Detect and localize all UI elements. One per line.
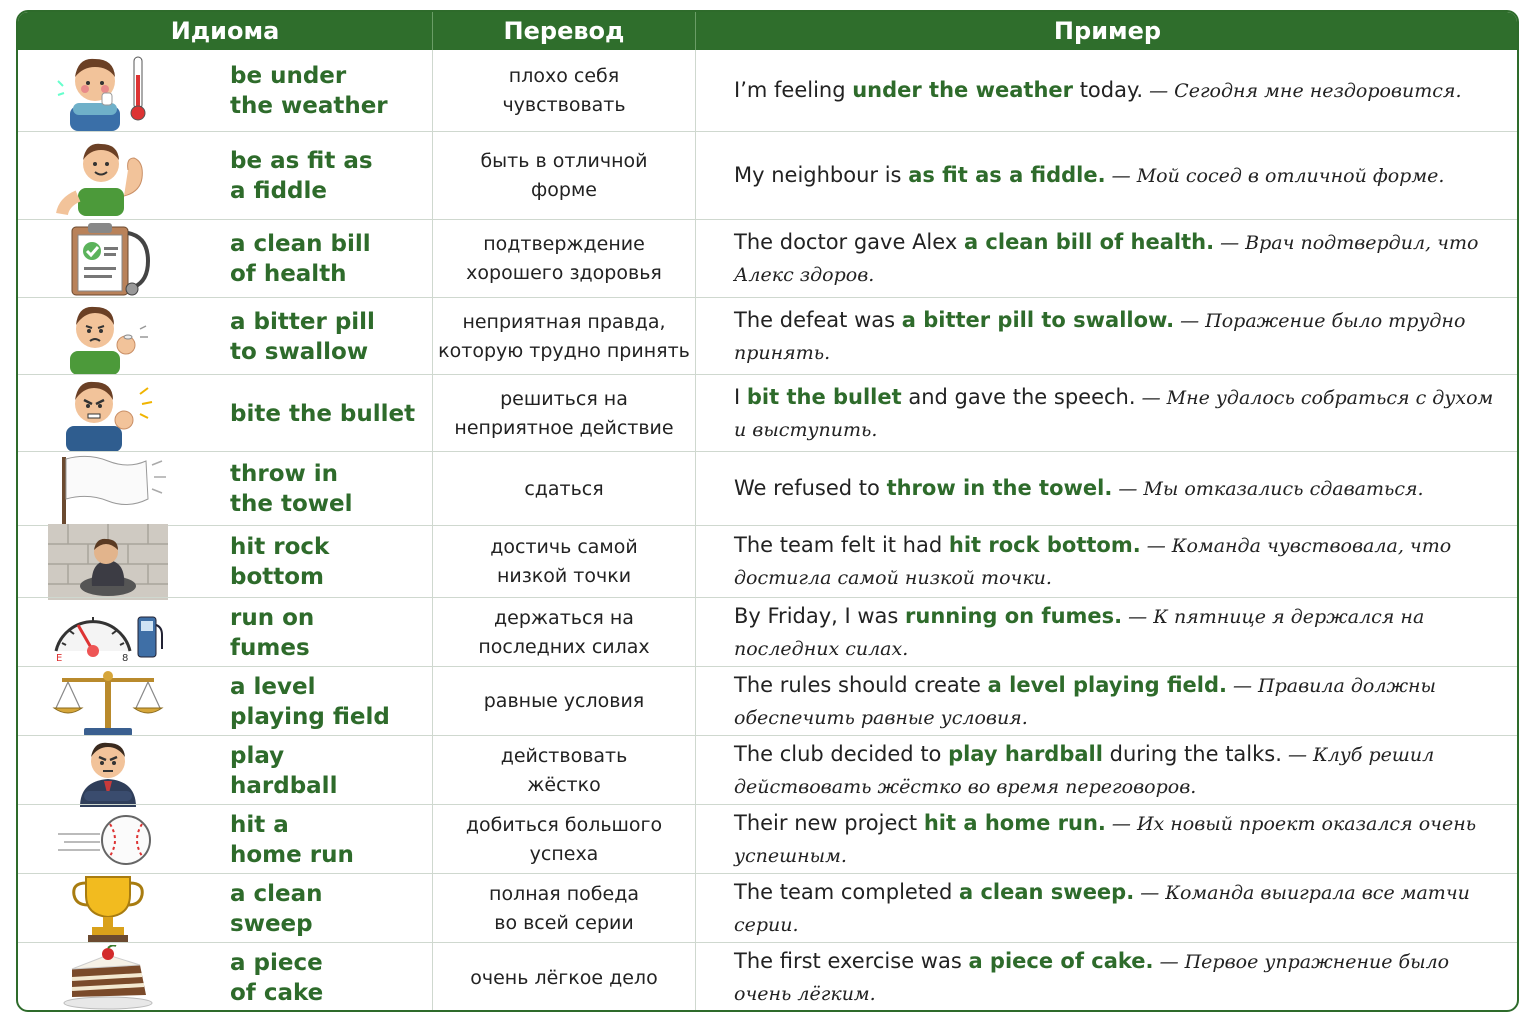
table-row — [18, 873, 1517, 942]
fuel-gauge-pump-icon — [48, 598, 168, 667]
idiom-cell — [230, 132, 430, 220]
idiom-text: a bitter pill to swallow — [230, 308, 375, 365]
example-cell — [734, 943, 1494, 1012]
example-text-end: and gave the speech. — [901, 384, 1136, 409]
example-russian: — Правила должны обеспечить равные условия. — [734, 674, 1437, 729]
translation-cell — [432, 943, 696, 1012]
example-cell — [734, 736, 1494, 805]
example-idiom-highlight: hit rock bottom. — [948, 533, 1141, 557]
example-cell — [734, 452, 1494, 526]
idiom-cell — [230, 526, 430, 598]
example-cell — [734, 220, 1494, 298]
translation-cell — [432, 298, 696, 375]
idiom-cell — [230, 298, 430, 375]
idiom-text: a piece of cake — [230, 950, 324, 1006]
example-text: I’m feeling — [734, 77, 853, 102]
idiom-cell — [230, 220, 430, 298]
header-idiom: Идиома — [170, 17, 280, 45]
example-russian: — Команда чувствовала, что достигла самой низкой точки. — [734, 535, 1452, 589]
table-row — [18, 131, 1517, 219]
example-text: The team felt it had — [734, 533, 949, 557]
example-sentence — [734, 670, 1494, 734]
example-russian: — Сегодня мне нездоровится. — [1143, 79, 1462, 102]
example-text-end: today. — [1073, 77, 1144, 102]
idiom-cell — [230, 452, 430, 526]
example-text: The club decided to — [734, 741, 949, 766]
example-russian: — Первое упражнение было очень лёгким. — [734, 951, 1450, 1005]
idiom-cell — [230, 874, 430, 943]
translation-text: держаться на последних силах — [478, 606, 650, 658]
translation-cell — [432, 375, 696, 452]
table-row — [18, 942, 1517, 1012]
idiom-text: play hardball — [230, 742, 338, 799]
example-idiom-highlight: a bitter pill to swallow. — [901, 307, 1175, 332]
example-text: We refused to — [734, 476, 887, 500]
example-cell — [734, 298, 1494, 375]
table-header — [18, 12, 1517, 50]
idiom-cell — [230, 598, 430, 667]
table-row — [18, 297, 1517, 374]
trophy-icon — [48, 874, 168, 943]
example-cell — [734, 375, 1494, 452]
idiom-text: throw in the towel — [230, 461, 353, 517]
translation-text: добиться большого успеха — [465, 813, 663, 865]
idiom-text: a level playing field — [230, 673, 390, 730]
example-text-end: during the talks. — [1102, 741, 1282, 766]
table-row — [18, 804, 1517, 873]
table-row — [18, 451, 1517, 525]
table-row — [18, 50, 1517, 131]
example-idiom-highlight: as fit as a fiddle. — [908, 163, 1106, 187]
baseball-icon — [48, 805, 168, 874]
example-cell — [734, 598, 1494, 667]
example-text: The first exercise was — [734, 949, 969, 973]
table-row — [18, 525, 1517, 597]
white-flag-icon — [48, 452, 168, 526]
idiom-text: be under the weather — [230, 62, 388, 119]
example-cell — [734, 874, 1494, 943]
translation-cell — [432, 667, 696, 736]
flexing-man-icon — [48, 132, 168, 220]
balance-scale-icon — [48, 667, 168, 736]
idiom-text: a clean sweep — [230, 880, 323, 937]
example-cell — [734, 50, 1494, 131]
example-russian: — Мне удалось собраться с духом и выступить. — [734, 386, 1494, 441]
header-translation: Перевод — [503, 17, 625, 45]
idiom-text: be as fit as a fiddle — [230, 148, 373, 204]
translation-text: действовать жёстко — [500, 744, 628, 796]
sick-person-thermometer-icon — [48, 50, 168, 131]
example-sentence — [734, 160, 1444, 192]
translation-text: сдаться — [524, 477, 604, 500]
translation-text: решиться на неприятное действие — [454, 387, 674, 439]
idiom-cell — [230, 375, 430, 452]
example-russian: — Поражение было трудно принять. — [734, 309, 1466, 364]
translation-cell — [432, 220, 696, 298]
example-cell — [734, 526, 1494, 598]
example-text: I — [734, 384, 747, 409]
translation-text: неприятная правда, которую трудно принять — [438, 310, 690, 362]
table-row — [18, 666, 1517, 735]
translation-text: равные условия — [483, 690, 645, 712]
example-russian: — Их новый проект оказался очень успешным. — [734, 812, 1477, 867]
translation-text: полная победа во всей серии — [489, 882, 639, 934]
example-idiom-highlight: a clean bill of health. — [963, 230, 1215, 254]
example-sentence — [734, 75, 1462, 107]
example-russian: — К пятнице я держался на последних силах. — [734, 605, 1425, 660]
example-idiom-highlight: throw in the towel. — [886, 476, 1113, 500]
translation-text: очень лёгкое дело — [470, 966, 658, 989]
translation-cell — [432, 132, 696, 220]
idiom-cell — [230, 943, 430, 1012]
table-row — [18, 597, 1517, 666]
svg-text:E: E — [56, 652, 63, 663]
translation-cell — [432, 452, 696, 526]
example-cell — [734, 667, 1494, 736]
translation-text: достичь самой низкой точки — [490, 536, 638, 587]
example-sentence — [734, 305, 1494, 369]
example-sentence — [734, 808, 1494, 872]
example-text: My neighbour is — [734, 163, 909, 187]
example-text: The rules should create — [734, 672, 988, 697]
translation-cell — [432, 805, 696, 874]
table-row — [18, 219, 1517, 297]
example-cell — [734, 805, 1494, 874]
translation-cell — [432, 50, 696, 131]
idiom-text: hit a home run — [230, 811, 354, 868]
table-row — [18, 735, 1517, 804]
example-russian: — Клуб решил действовать жёстко во время переговоров. — [734, 743, 1435, 798]
example-idiom-highlight: running on fumes. — [905, 603, 1123, 628]
header-example: Пример — [1053, 17, 1162, 45]
translation-cell — [432, 736, 696, 805]
translation-cell — [432, 526, 696, 598]
svg-text:8: 8 — [122, 652, 129, 663]
example-text: The defeat was — [734, 307, 902, 332]
example-text: By Friday, I was — [734, 603, 906, 628]
example-sentence — [734, 946, 1494, 1010]
example-sentence — [734, 739, 1494, 803]
businessman-arms-crossed-icon — [48, 736, 168, 805]
translation-cell — [432, 598, 696, 667]
idiom-text: bite the bullet — [230, 400, 416, 427]
idioms-table — [16, 10, 1519, 1012]
example-idiom-highlight: under the weather — [852, 77, 1074, 102]
example-russian: — Команда выиграла все матчи серии. — [734, 881, 1470, 936]
idiom-cell — [230, 736, 430, 805]
worried-man-pill-icon — [48, 298, 168, 375]
idiom-text: hit rock bottom — [230, 534, 330, 590]
example-sentence — [734, 227, 1494, 291]
sitting-sad-man-icon — [48, 526, 168, 598]
translation-cell — [432, 874, 696, 943]
example-idiom-highlight: a clean sweep. — [958, 879, 1135, 904]
example-cell — [734, 132, 1494, 220]
example-russian: — Мой сосед в отличной форме. — [1105, 165, 1445, 187]
example-idiom-highlight: play hardball — [948, 741, 1103, 766]
example-text: The doctor gave Alex — [734, 230, 964, 254]
idiom-text: run on fumes — [230, 604, 315, 661]
translation-text: подтверждение хорошего здоровья — [466, 233, 662, 284]
example-text: The team completed — [734, 879, 959, 904]
idiom-cell — [230, 667, 430, 736]
idiom-cell — [230, 50, 430, 131]
clipboard-stethoscope-icon — [48, 220, 168, 298]
translation-text: плохо себя чувствовать — [502, 64, 626, 116]
translation-text: быть в отличной форме — [480, 150, 648, 201]
cake-slice-icon — [48, 943, 168, 1012]
example-sentence — [734, 530, 1494, 594]
example-idiom-highlight: bit the bullet — [746, 384, 902, 409]
table-row — [18, 374, 1517, 451]
example-sentence — [734, 877, 1494, 941]
determined-man-icon — [48, 375, 168, 452]
example-sentence — [734, 473, 1424, 505]
example-sentence — [734, 601, 1494, 665]
example-idiom-highlight: a level playing field. — [987, 672, 1227, 697]
example-text: Their new project — [734, 810, 924, 835]
example-idiom-highlight: hit a home run. — [923, 810, 1106, 835]
idiom-cell — [230, 805, 430, 874]
example-idiom-highlight: a piece of cake. — [968, 949, 1154, 973]
example-sentence — [734, 382, 1494, 446]
example-russian: — Мы отказались сдаваться. — [1112, 478, 1424, 500]
idiom-text: a clean bill of health — [230, 231, 371, 287]
example-russian: — Врач подтвердил, что Алекс здоров. — [734, 232, 1479, 286]
